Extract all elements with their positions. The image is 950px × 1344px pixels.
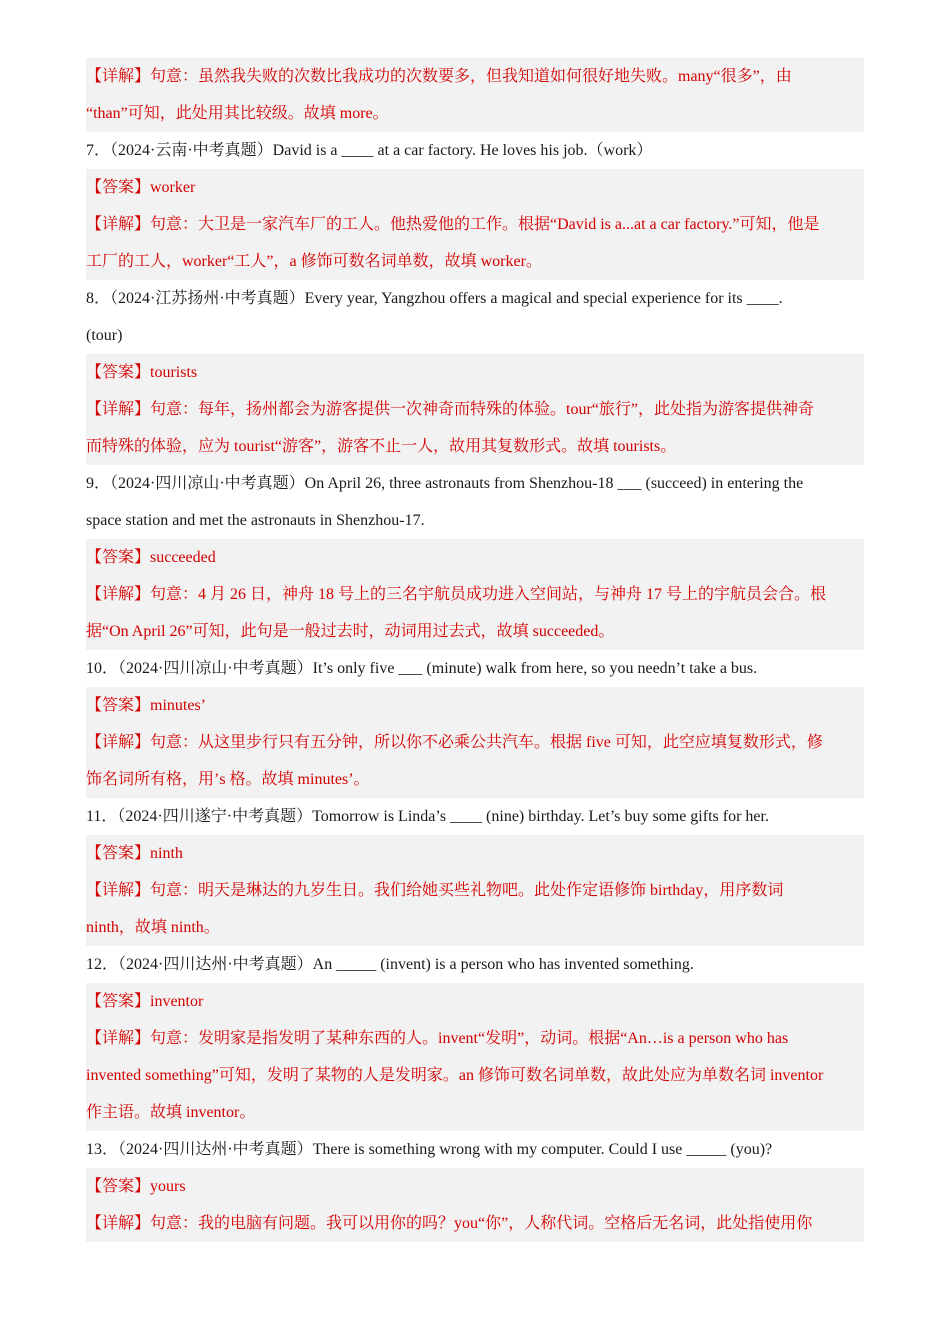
question-text: space station and met the astronauts in Shenzhou-17. (86, 512, 425, 529)
question-text: (tour) (86, 327, 123, 344)
detail-explanation: 作主语。故填 inventor。 (86, 1094, 864, 1131)
question-block (86, 946, 864, 1131)
detail-explanation: 【详解】句意：虽然我失败的次数比我成功的次数要多，但我知道如何很好地失败。many“很多”，由 (86, 58, 864, 95)
detail-explanation: 据“On April 26”可知，此句是一般过去时，动词用过去式，故填 succeeded。 (86, 613, 864, 650)
detail-explanation: 【详解】句意：大卫是一家汽车厂的工人。他热爱他的工作。根据“David is a...at a car factory.”可知，他是 (86, 206, 864, 243)
question-block (86, 798, 864, 946)
question-block (86, 58, 864, 132)
detail-explanation: ninth，故填 ninth。 (86, 909, 864, 946)
question-text: 7．（2024·云南·中考真题）David is a ____ at a car factory. He loves his job.（work） (86, 142, 653, 159)
question-block (86, 465, 864, 650)
question-text: 9．（2024·四川凉山·中考真题）On April 26, three astronauts from Shenzhou-18 ___ (succeed) in entering the (86, 475, 804, 492)
question-text: 11．（2024·四川遂宁·中考真题）Tomorrow is Linda’s ____ (nine) birthday. Let’s buy some gifts for her. (86, 808, 769, 825)
answer-line: 【答案】inventor (86, 983, 864, 1020)
detail-explanation: 【详解】句意：发明家是指发明了某种东西的人。invent“发明”，动词。根据“An…is a person who has (86, 1020, 864, 1057)
question-block (86, 280, 864, 465)
answer-line: 【答案】ninth (86, 835, 864, 872)
question-text: 12．（2024·四川达州·中考真题）An _____ (invent) is a person who has invented something. (86, 956, 694, 973)
question-block (86, 650, 864, 798)
question-text: 13．（2024·四川达州·中考真题）There is something wrong with my computer. Could I use _____ (you)? (86, 1141, 773, 1158)
detail-explanation: 而特殊的体验，应为 tourist“游客”，游客不止一人，故用其复数形式。故填 tourists。 (86, 428, 864, 465)
detail-explanation: 【详解】句意：4 月 26 日，神舟 18 号上的三名宇航员成功进入空间站，与神舟 17 号上的宇航员会合。根 (86, 576, 864, 613)
answer-line: 【答案】succeeded (86, 539, 864, 576)
detail-explanation: 工厂的工人，worker“工人”，a 修饰可数名词单数，故填 worker。 (86, 243, 864, 280)
question-block (86, 1131, 864, 1242)
detail-explanation: 【详解】句意：每年，扬州都会为游客提供一次神奇而特殊的体验。tour“旅行”，此处指为游客提供神奇 (86, 391, 864, 428)
question-block (86, 132, 864, 280)
answer-line: 【答案】minutes’ (86, 687, 864, 724)
question-list (86, 58, 864, 1242)
answer-line: 【答案】tourists (86, 354, 864, 391)
detail-explanation: invented something”可知，发明了某物的人是发明家。an 修饰可数名词单数，故此处应为单数名词 inventor (86, 1057, 864, 1094)
detail-explanation: “than”可知，此处用其比较级。故填 more。 (86, 95, 864, 132)
detail-explanation: 【详解】句意：明天是琳达的九岁生日。我们给她买些礼物吧。此处作定语修饰 birthday，用序数词 (86, 872, 864, 909)
detail-explanation: 【详解】句意：我的电脑有问题。我可以用你的吗？you“你”，人称代词。空格后无名词，此处指使用你 (86, 1205, 864, 1242)
answer-line: 【答案】worker (86, 169, 864, 206)
question-text: 8．（2024·江苏扬州·中考真题）Every year, Yangzhou offers a magical and special experience for its ____. (86, 290, 783, 307)
answer-line: 【答案】yours (86, 1168, 864, 1205)
question-text: 10．（2024·四川凉山·中考真题）It’s only five ___ (minute) walk from here, so you needn’t take a bus. (86, 660, 758, 677)
detail-explanation: 饰名词所有格，用’s 格。故填 minutes’。 (86, 761, 864, 798)
detail-explanation: 【详解】句意：从这里步行只有五分钟，所以你不必乘公共汽车。根据 five 可知，此空应填复数形式，修 (86, 724, 864, 761)
